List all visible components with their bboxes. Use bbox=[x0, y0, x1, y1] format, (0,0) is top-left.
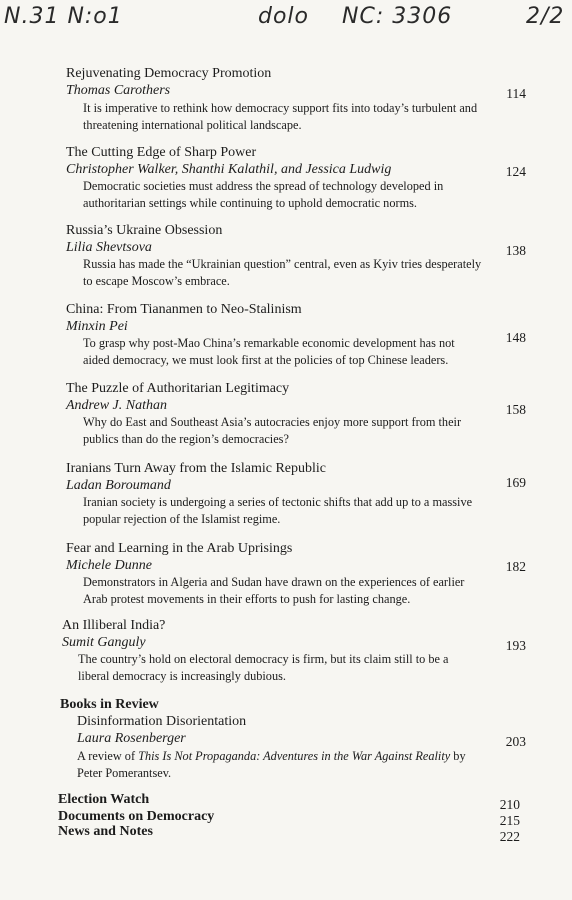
page-number: 148 bbox=[505, 330, 526, 345]
article-author: Christopher Walker, Shanthi Kalathil, and Jessica Ludwig bbox=[66, 162, 392, 177]
review-suffix: by Peter Pomerantsev. bbox=[77, 749, 466, 780]
page-number: 158 bbox=[505, 402, 526, 417]
article-author: Ladan Boroumand bbox=[66, 478, 171, 493]
article-title: Rejuvenating Democracy Promotion bbox=[66, 66, 272, 81]
handwritten-code: NC: 3306 bbox=[342, 4, 453, 29]
article-title: Russia’s Ukraine Obsession bbox=[66, 223, 223, 238]
article-author: Sumit Ganguly bbox=[62, 635, 146, 650]
article-description: Why do East and Southeast Asia’s autocracies enjoy more support from their publics than do the region’s democracies? bbox=[83, 415, 462, 446]
article-description: Russia has made the “Ukrainian question” central, even as Kyiv tries desperately to escape Moscow’s embrace. bbox=[83, 257, 482, 288]
page-number: 114 bbox=[506, 86, 526, 101]
article-title: Fear and Learning in the Arab Uprisings bbox=[66, 541, 293, 556]
review-prefix: A review of bbox=[77, 749, 139, 763]
section-election-watch[interactable]: Election Watch bbox=[58, 792, 150, 807]
page-number: 193 bbox=[505, 638, 526, 653]
article-description: Democratic societies must address the spread of technology developed in authoritarian settings while continuing to uphold democratic norms. bbox=[83, 179, 444, 210]
article-author: Laura Rosenberger bbox=[77, 731, 186, 746]
section-documents-on-democracy[interactable]: Documents on Democracy bbox=[58, 809, 215, 824]
reviewed-book-title: This Is Not Propaganda: Adventures in the War Against Reality bbox=[138, 749, 451, 763]
page-number: 138 bbox=[505, 243, 526, 258]
article-description: Demonstrators in Algeria and Sudan have drawn on the experiences of earlier Arab protest movements in their efforts to push for lasting change. bbox=[83, 575, 465, 606]
article-description: It is imperative to rethink how democracy support fits into today’s turbulent and threatening international political landscape. bbox=[83, 101, 478, 132]
handwritten-fraction: 2/2 bbox=[526, 4, 565, 29]
section-news-and-notes[interactable]: News and Notes bbox=[58, 824, 153, 839]
handwritten-volume: N.31 N:o1 bbox=[4, 4, 123, 29]
article-description bbox=[77, 748, 487, 782]
page-number: 182 bbox=[505, 559, 526, 574]
article-author: Lilia Shevtsova bbox=[66, 240, 152, 255]
page-number: 222 bbox=[499, 829, 520, 844]
handwritten-note: dolo bbox=[258, 4, 309, 29]
article-description: To grasp why post-Mao China’s remarkable economic development has not aided democracy, we must look first at the policies of top Chinese leaders. bbox=[83, 336, 455, 367]
article-title: The Puzzle of Authoritarian Legitimacy bbox=[66, 381, 290, 396]
article-title: Iranians Turn Away from the Islamic Republic bbox=[66, 461, 327, 476]
page-number: 203 bbox=[505, 734, 526, 749]
article-title: An Illiberal India? bbox=[62, 618, 166, 633]
page-number: 169 bbox=[505, 475, 526, 490]
article-title: China: From Tiananmen to Neo-Stalinism bbox=[66, 302, 302, 317]
article-title: The Cutting Edge of Sharp Power bbox=[66, 145, 257, 160]
books-in-review-heading: Books in Review bbox=[60, 697, 159, 712]
page-number: 124 bbox=[505, 164, 526, 179]
article-author: Thomas Carothers bbox=[66, 83, 171, 98]
article-author: Minxin Pei bbox=[66, 319, 128, 334]
page-number: 210 bbox=[499, 797, 520, 812]
article-author: Andrew J. Nathan bbox=[66, 398, 167, 413]
article-title: Disinformation Disorientation bbox=[77, 714, 247, 729]
page-number: 215 bbox=[499, 813, 520, 828]
article-author: Michele Dunne bbox=[66, 558, 152, 573]
article-description: The country’s hold on electoral democracy is firm, but its claim still to be a liberal democracy is increasingly dubious. bbox=[78, 652, 449, 683]
article-description: Iranian society is undergoing a series of tectonic shifts that add up to a massive popular rejection of the Islamist regime. bbox=[83, 495, 473, 526]
